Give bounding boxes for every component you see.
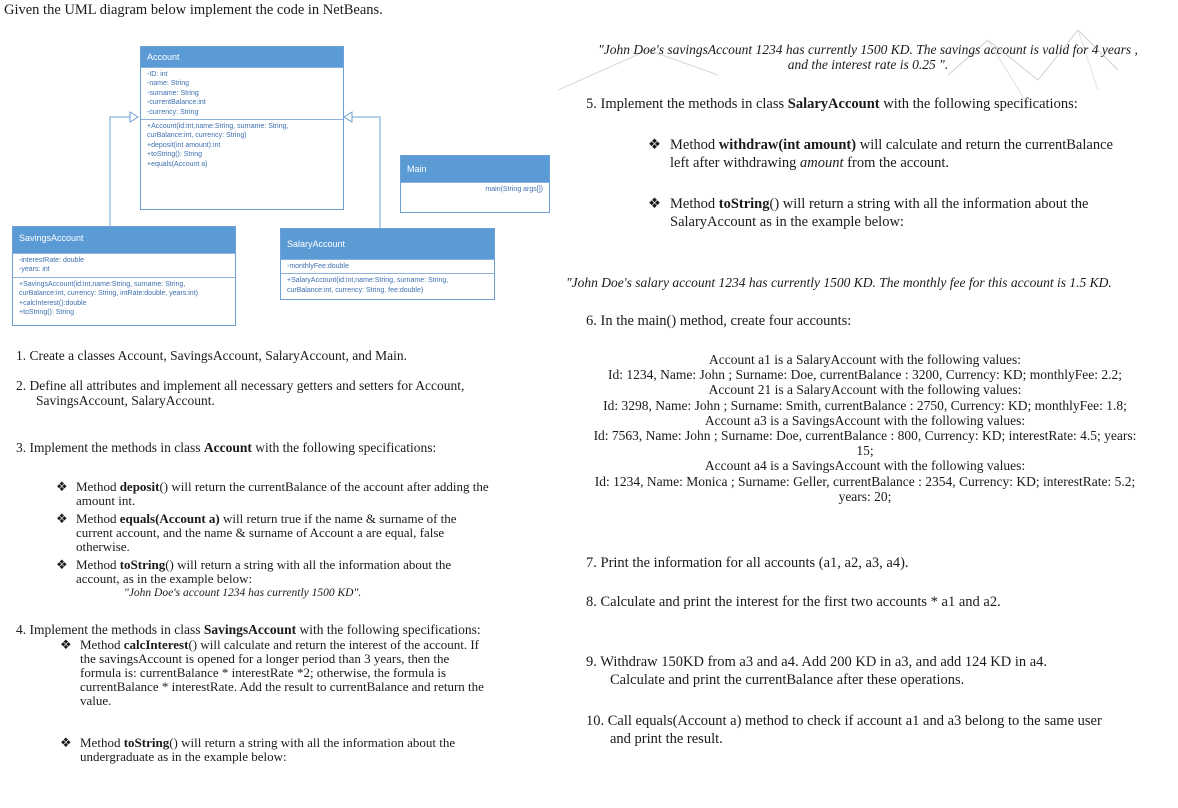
instruction-line: 2. Define all attributes and implement all necessary getters and setters for Account, xyxy=(16,378,465,393)
instruction-5 xyxy=(586,97,1078,112)
uml-class-salary xyxy=(280,228,495,300)
bullet-line: SalaryAccount as in the example below: xyxy=(670,214,904,230)
text-bold: equals(Account a) xyxy=(119,511,220,526)
text: Method xyxy=(76,479,120,494)
quote-line: and the interest rate is 0.25 ". xyxy=(787,57,949,72)
bullet-equals xyxy=(56,512,576,554)
bullet-star-icon: ❖ xyxy=(56,479,68,494)
bullet-line xyxy=(670,136,1178,154)
bullet-line xyxy=(80,638,580,652)
uml-attribute: -years: int xyxy=(19,266,50,274)
uml-class-title: Account xyxy=(141,47,343,67)
text-bold: toString xyxy=(123,735,170,750)
uml-method: +SavingsAccount(id:int,name:String, surname: String, xyxy=(19,280,186,288)
page-title: Given the UML diagram below implement the code in NetBeans. xyxy=(4,2,383,18)
instruction-9 xyxy=(586,653,1047,689)
instruction-4 xyxy=(16,622,481,637)
bullet-line: account, as in the example below: xyxy=(76,571,253,586)
uml-class-title: SavingsAccount xyxy=(13,227,235,253)
bullet-line xyxy=(76,512,576,526)
text: will return true if the name & surname of the xyxy=(219,511,457,526)
bullet-line: the savingsAccount is opened for a longer period than 3 years, then the xyxy=(80,651,450,666)
uml-attributes xyxy=(141,67,343,119)
quote-line: "John Doe's savingsAccount 1234 has currently 1500 KD. The savings account is valid for 4 years , xyxy=(598,42,1138,57)
text-bold: calcInterest xyxy=(123,637,189,652)
bullet-tostring-salary xyxy=(648,195,1178,231)
bullet-line xyxy=(76,558,576,572)
example-quote: "John Doe's account 1234 has currently 1500 KD". xyxy=(124,587,362,599)
uml-methods xyxy=(13,277,235,320)
bullet-line: value. xyxy=(80,693,112,708)
account-line: Account a1 is a SalaryAccount with the following values: xyxy=(709,352,1021,367)
account-line: years: 20; xyxy=(838,488,892,504)
uml-method: +calcInterest():double xyxy=(19,299,87,307)
account-line: Account 21 is a SalaryAccount with the following values: xyxy=(708,382,1022,398)
uml-class-title: SalaryAccount xyxy=(281,229,494,259)
account-line: Account a4 is a SavingsAccount with the following values: xyxy=(704,458,1026,474)
instruction-2 xyxy=(16,378,464,408)
text: Method xyxy=(76,511,120,526)
uml-attribute: -surname: String xyxy=(147,89,199,97)
uml-method: +equals(Account a) xyxy=(147,160,208,168)
uml-attribute: -currency: String xyxy=(147,108,199,116)
text: will calculate and return the currentBalance xyxy=(856,137,1113,153)
text: 5. Implement the methods in class xyxy=(586,96,788,112)
uml-attribute: -monthlyFee:double xyxy=(287,263,349,270)
text-bold: withdraw(int amount) xyxy=(718,137,857,153)
instruction-line: 10. Call equals(Account a) method to check if account a1 and a3 belong to the same user xyxy=(586,713,1102,729)
instruction-7: 7. Print the information for all accounts (a1, a2, a3, a4). xyxy=(586,555,909,571)
uml-class-savings xyxy=(12,226,236,326)
bullet-line: undergraduate as in the example below: xyxy=(80,749,287,764)
bullet-star-icon: ❖ xyxy=(648,196,661,212)
uml-method: curBalance:int, currency: String) xyxy=(147,132,247,140)
instruction-line: SavingsAccount, SalaryAccount. xyxy=(36,393,215,408)
uml-method: main(String args[]) xyxy=(485,186,543,193)
text-bold: SalaryAccount xyxy=(787,96,880,112)
uml-method: +Account(id:int,name:String, surname: String, xyxy=(147,123,289,131)
example-quote-salary: "John Doe's salary account 1234 has currently 1500 KD. The monthly fee for this account is 1.5 KD. xyxy=(566,275,1112,290)
uml-methods xyxy=(281,273,494,297)
account-line: Id: 7563, Name: John ; Surname: Doe, currentBalance : 800, Currency: KD; interestRate: 4.5; years: xyxy=(593,428,1137,444)
instruction-6: 6. In the main() method, create four accounts: xyxy=(586,313,852,329)
instruction-line: Calculate and print the currentBalance after these operations. xyxy=(610,672,965,688)
text: () will return a string with all the information about the xyxy=(165,557,452,572)
text: with the following specifications: xyxy=(251,440,437,455)
text: Method xyxy=(670,196,719,212)
bullet-line: current account, and the name & surname of Account a are equal, false xyxy=(76,525,445,540)
bullet-line: currentBalance * interestRate. Add the result to currentBalance and return the xyxy=(80,679,484,694)
uml-attribute: -name: String xyxy=(147,80,190,88)
account-line: Account a3 is a SavingsAccount with the following values: xyxy=(704,412,1026,428)
accounts-list xyxy=(560,352,1170,504)
text-bold: deposit xyxy=(119,479,160,494)
text: () will return the currentBalance of the account after adding the xyxy=(159,479,489,494)
uml-attribute: -interestRate: double xyxy=(19,257,84,264)
text: () will return a string with all the information about the xyxy=(169,735,456,750)
text: Method xyxy=(76,557,120,572)
uml-class-account xyxy=(140,46,344,210)
text: () will calculate and return the interest of the account. If xyxy=(188,637,480,652)
example-quote-savings xyxy=(560,42,1176,72)
bullet-tostring-account xyxy=(56,558,576,600)
instruction-8: 8. Calculate and print the interest for the first two accounts * a1 and a2. xyxy=(586,594,1001,610)
bullet-star-icon: ❖ xyxy=(60,637,72,652)
uml-method: +toString(): String xyxy=(19,309,75,317)
text-bold: toString xyxy=(119,557,166,572)
instruction-1: 1. Create a classes Account, SavingsAccount, SalaryAccount, and Main. xyxy=(16,348,408,363)
bullet-calcinterest xyxy=(60,638,580,708)
bullet-line xyxy=(80,736,580,750)
uml-method: curBalance:int, currency: String, intRate:double, years:int) xyxy=(19,290,198,298)
instruction-line: and print the result. xyxy=(610,731,723,747)
text: 4. Implement the methods in class xyxy=(16,622,204,637)
uml-attribute: -ID: int xyxy=(147,71,168,78)
bullet-deposit xyxy=(56,480,576,508)
text-italic: amount xyxy=(800,155,844,171)
text-bold: SavingsAccount xyxy=(203,622,297,637)
uml-attributes xyxy=(281,259,494,273)
uml-attribute: -currentBalance:int xyxy=(147,99,206,107)
text: with the following specifications: xyxy=(296,622,481,637)
bullet-withdraw xyxy=(648,136,1178,172)
text: left after withdrawing xyxy=(670,155,801,171)
account-line: Id: 1234, Name: John ; Surname: Doe, currentBalance : 3200, Currency: KD; monthlyFee: 2.2; xyxy=(607,367,1122,383)
account-line: Id: 1234, Name: Monica ; Surname: Geller, currentBalance : 2354, Currency: KD; interestRate: 5.2; xyxy=(594,473,1136,489)
bullet-line: otherwise. xyxy=(76,539,130,554)
bullet-line xyxy=(670,154,1178,172)
text: Method xyxy=(670,137,719,153)
account-line: 15; xyxy=(856,443,874,459)
text: Method xyxy=(80,637,124,652)
bullet-line: formula is: currentBalance * interestRate *2; otherwise, the formula is xyxy=(80,665,447,680)
uml-method: +deposit(int amount):int xyxy=(147,141,221,149)
bullet-line: amount int. xyxy=(76,493,136,508)
uml-methods xyxy=(401,182,549,196)
bullet-tostring-savings xyxy=(60,736,580,764)
bullet-star-icon: ❖ xyxy=(56,557,68,572)
uml-method: curBalance:int, currency: String, fee:double) xyxy=(287,286,424,294)
instruction-3 xyxy=(16,440,436,455)
bullet-star-icon: ❖ xyxy=(648,137,661,153)
text: from the account. xyxy=(843,155,950,171)
bullet-line xyxy=(670,195,1178,213)
instruction-10 xyxy=(586,712,1102,748)
uml-class-main xyxy=(400,155,550,213)
uml-method: +SalaryAccount(id:int,name:String, surname: String, xyxy=(287,277,449,285)
text-bold: toString xyxy=(718,196,770,212)
uml-methods xyxy=(141,119,343,171)
text: 3. Implement the methods in class xyxy=(16,440,204,455)
bullet-star-icon: ❖ xyxy=(56,511,68,526)
uml-method: +toString(): String xyxy=(147,151,203,159)
text-bold: Account xyxy=(203,440,252,455)
uml-attributes xyxy=(13,253,235,277)
instruction-line: 9. Withdraw 150KD from a3 and a4. Add 200 KD in a3, and add 124 KD in a4. xyxy=(586,654,1048,670)
text: () will return a string with all the information about the xyxy=(769,196,1089,212)
text: with the following specifications: xyxy=(879,96,1078,112)
account-line: Id: 3298, Name: John ; Surname: Smith, currentBalance : 2750, Currency: KD; monthlyFee: 1.8; xyxy=(603,397,1127,413)
bullet-star-icon: ❖ xyxy=(60,735,72,750)
uml-class-title: Main xyxy=(401,156,549,182)
bullet-line xyxy=(76,480,576,494)
text: Method xyxy=(80,735,124,750)
